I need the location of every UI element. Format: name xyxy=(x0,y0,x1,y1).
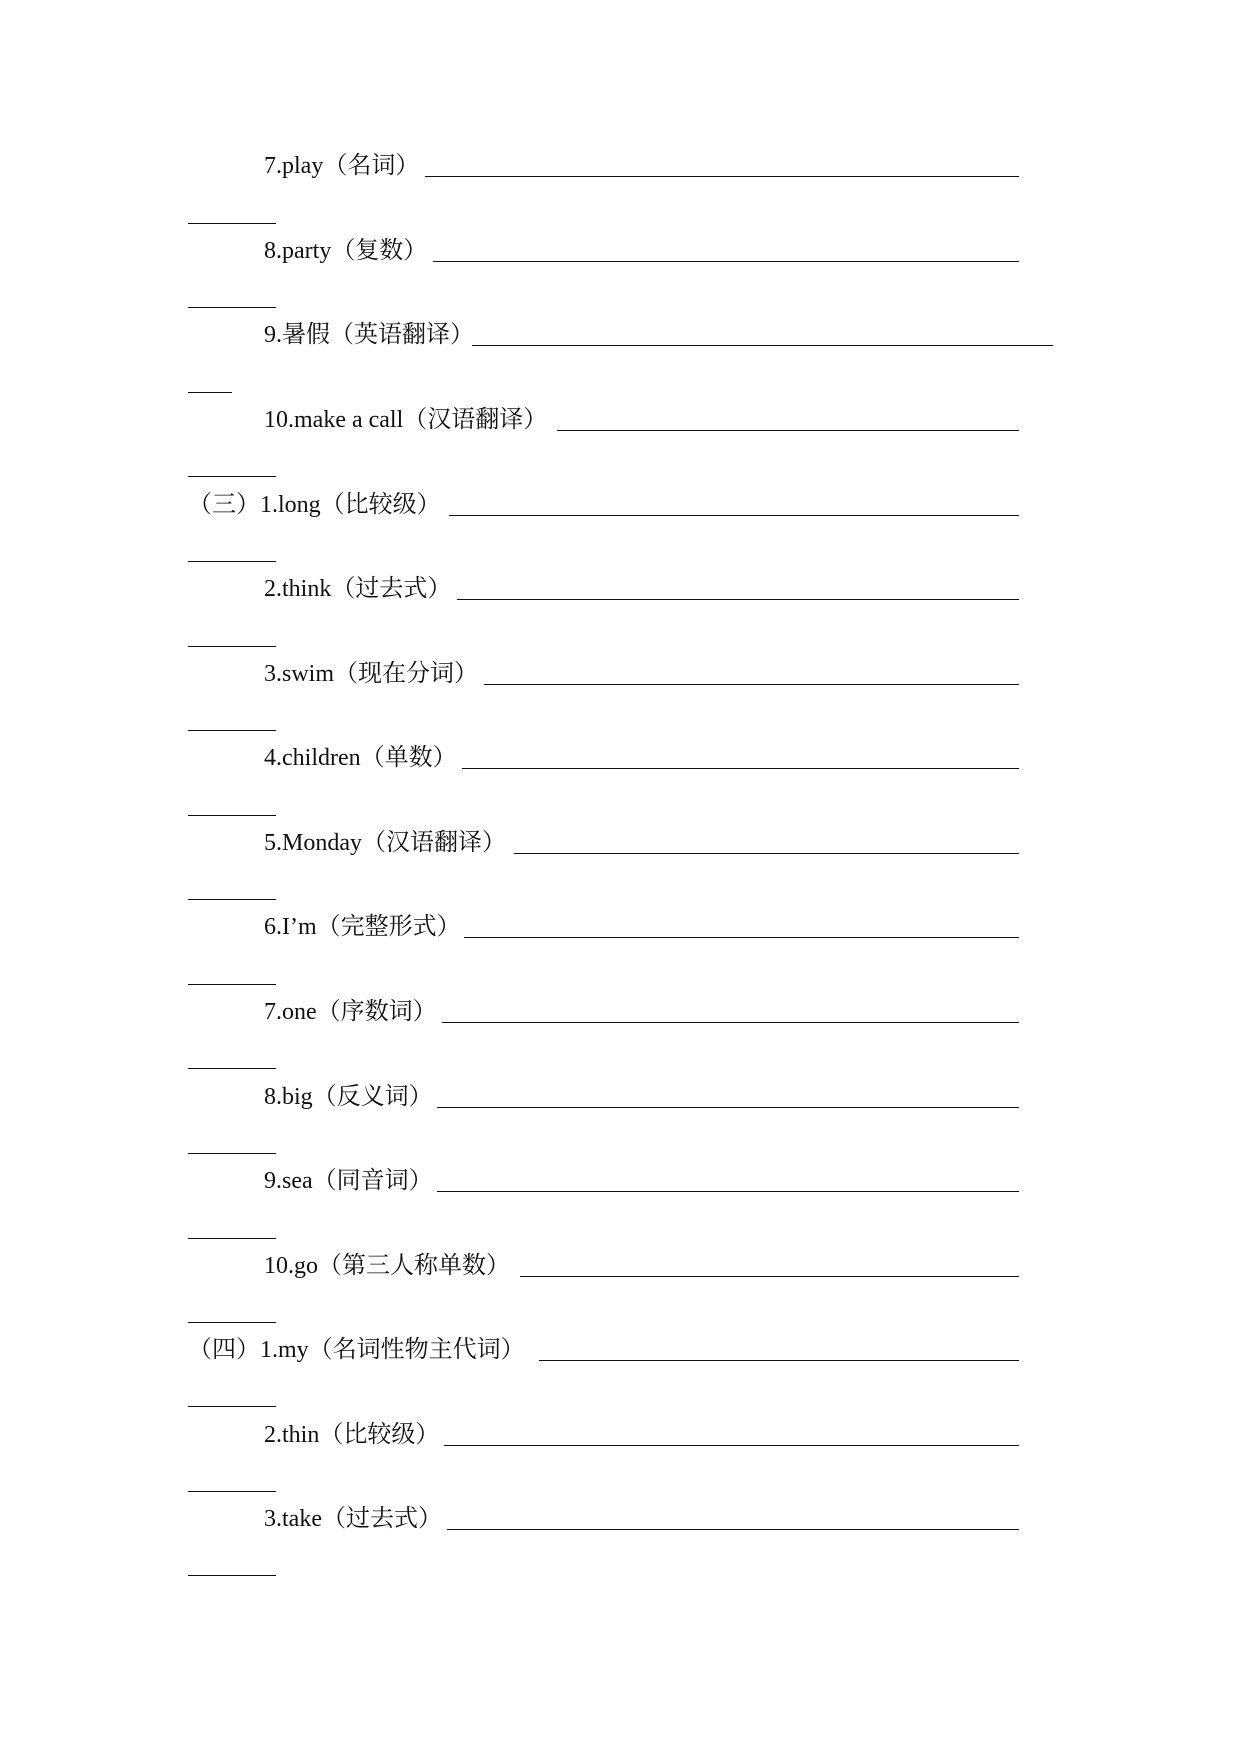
answer-blank[interactable] xyxy=(425,176,1019,177)
question-label: 7.one（序数词） xyxy=(264,999,437,1025)
answer-blank-continuation xyxy=(188,1406,276,1407)
answer-blank-continuation xyxy=(188,307,276,308)
answer-blank[interactable] xyxy=(437,1191,1019,1192)
answer-blank[interactable] xyxy=(457,599,1019,600)
question-label: 6.I’m（完整形式） xyxy=(264,914,461,940)
question-row xyxy=(0,1411,1241,1451)
question-label: 4.children（单数） xyxy=(264,745,457,771)
answer-blank-continuation xyxy=(188,1322,276,1323)
question-label: 2.think（过去式） xyxy=(264,576,452,602)
question-label: 7.play（名词） xyxy=(264,153,420,179)
answer-blank-continuation xyxy=(188,1068,276,1069)
answer-blank-continuation xyxy=(188,476,276,477)
question-label: （四）1.my（名词性物主代词） xyxy=(188,1337,525,1363)
question-row xyxy=(0,1326,1241,1366)
question-row xyxy=(0,1073,1241,1113)
answer-blank[interactable] xyxy=(444,1445,1019,1446)
answer-blank-continuation xyxy=(188,1238,276,1239)
answer-blank[interactable] xyxy=(539,1360,1019,1361)
question-label: 3.swim（现在分词） xyxy=(264,661,479,687)
answer-blank-continuation xyxy=(188,984,276,985)
question-row xyxy=(0,481,1241,521)
question-row xyxy=(0,142,1241,182)
answer-blank-continuation xyxy=(188,646,276,647)
question-label: 8.party（复数） xyxy=(264,238,428,264)
question-row xyxy=(0,903,1241,943)
answer-blank-continuation xyxy=(188,561,276,562)
answer-blank[interactable] xyxy=(484,684,1019,685)
question-row xyxy=(0,988,1241,1028)
question-label: 9.sea（同音词） xyxy=(264,1168,433,1194)
question-row xyxy=(0,650,1241,690)
question-label: 10.make a call（汉语翻译） xyxy=(264,407,548,433)
answer-blank[interactable] xyxy=(449,515,1019,516)
answer-blank-continuation xyxy=(188,815,276,816)
question-row xyxy=(0,734,1241,774)
answer-blank[interactable] xyxy=(447,1529,1019,1530)
question-row xyxy=(0,1242,1241,1282)
answer-blank-continuation xyxy=(188,1575,276,1576)
question-row xyxy=(0,227,1241,267)
question-label: 9.暑假（英语翻译） xyxy=(264,322,474,348)
question-label: 8.big（反义词） xyxy=(264,1084,433,1110)
answer-blank[interactable] xyxy=(462,768,1019,769)
answer-blank-continuation xyxy=(188,899,276,900)
question-label: （三）1.long（比较级） xyxy=(188,492,441,518)
question-row xyxy=(0,565,1241,605)
answer-blank[interactable] xyxy=(464,937,1019,938)
question-row xyxy=(0,819,1241,859)
answer-blank-continuation xyxy=(188,1491,276,1492)
answer-blank[interactable] xyxy=(442,1022,1019,1023)
answer-blank[interactable] xyxy=(557,430,1019,431)
question-label: 3.take（过去式） xyxy=(264,1506,442,1532)
answer-blank[interactable] xyxy=(472,345,1053,346)
question-row xyxy=(0,311,1241,351)
answer-blank[interactable] xyxy=(520,1276,1019,1277)
answer-blank[interactable] xyxy=(514,853,1019,854)
question-row xyxy=(0,396,1241,436)
answer-blank[interactable] xyxy=(433,261,1019,262)
answer-blank[interactable] xyxy=(437,1107,1019,1108)
question-row xyxy=(0,1495,1241,1535)
answer-blank-continuation xyxy=(188,223,276,224)
answer-blank-continuation xyxy=(188,730,276,731)
question-label: 2.thin（比较级） xyxy=(264,1422,440,1448)
answer-blank-continuation xyxy=(188,1153,276,1154)
answer-blank-continuation xyxy=(188,392,232,393)
question-label: 5.Monday（汉语翻译） xyxy=(264,830,506,856)
question-row xyxy=(0,1157,1241,1197)
question-label: 10.go（第三人称单数） xyxy=(264,1253,510,1279)
